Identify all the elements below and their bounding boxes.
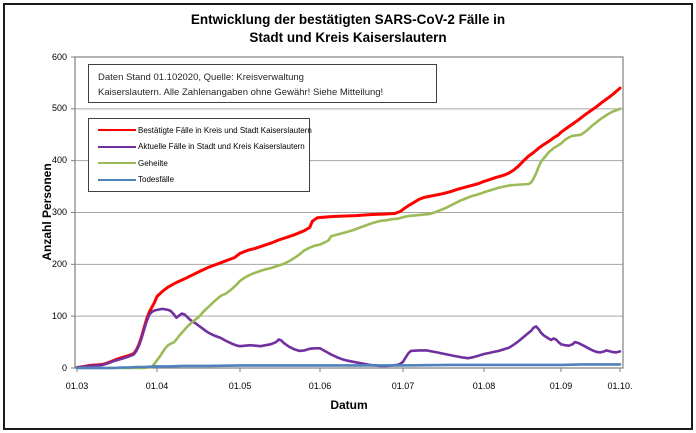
y-axis-title: Anzahl Personen <box>40 163 54 261</box>
chart-title-line2: Stadt und Kreis Kaiserslautern <box>249 30 447 46</box>
legend-label-3: Todesfälle <box>138 175 175 185</box>
y-tick-label-500: 500 <box>51 103 67 114</box>
legend-box <box>88 118 310 192</box>
legend-line-sample-0 <box>98 129 136 131</box>
y-tick-label-600: 600 <box>51 51 67 62</box>
y-tick-label-200: 200 <box>51 258 67 269</box>
x-axis-title: Datum <box>330 398 368 412</box>
legend-label-0: Bestätigte Fälle in Kreis und Stadt Kaiserslautern <box>138 125 312 135</box>
legend-line-sample-1 <box>98 146 136 148</box>
legend-entry-0 <box>98 125 312 135</box>
legend-entry-2 <box>98 159 309 168</box>
y-tick-label-0: 0 <box>61 362 67 373</box>
y-tick-label-100: 100 <box>51 310 67 321</box>
chart-title-line1: Entwicklung der bestätigten SARS-CoV-2 Fälle in <box>190 12 506 27</box>
legend-label-1: Aktuelle Fälle in Stadt und Kreis Kaiserslautern <box>138 142 305 152</box>
legend-entry-3 <box>98 175 309 184</box>
y-tick-label-400: 400 <box>51 155 67 166</box>
legend-line-sample-3 <box>98 179 136 181</box>
x-tick-label-01.04: 01.04 <box>145 381 169 391</box>
data-source-note-line2: Kaiserslautern. Alle Zahlenangaben ohne Gewähr! Siehe Mitteilung! <box>98 87 384 99</box>
legend-entry-1 <box>98 142 309 151</box>
data-source-note <box>88 64 437 103</box>
x-tick-label-01.07: 01.07 <box>391 381 415 391</box>
legend-label-2: Geheilte <box>138 158 168 168</box>
legend-line-sample-2 <box>98 162 136 164</box>
x-tick-label-01.03: 01.03 <box>65 381 89 391</box>
x-tick-label-01.08: 01.08 <box>472 381 496 391</box>
x-tick-label-01.10.: 01.10. <box>607 381 633 391</box>
x-tick-label-01.09: 01.09 <box>549 381 573 391</box>
y-tick-label-300: 300 <box>51 207 67 217</box>
x-tick-label-01.05: 01.05 <box>228 381 252 391</box>
x-tick-label-01.06: 01.06 <box>308 381 332 391</box>
data-source-note-line1: Daten Stand 01.102020, Quelle: Kreisverwaltung <box>98 72 304 83</box>
